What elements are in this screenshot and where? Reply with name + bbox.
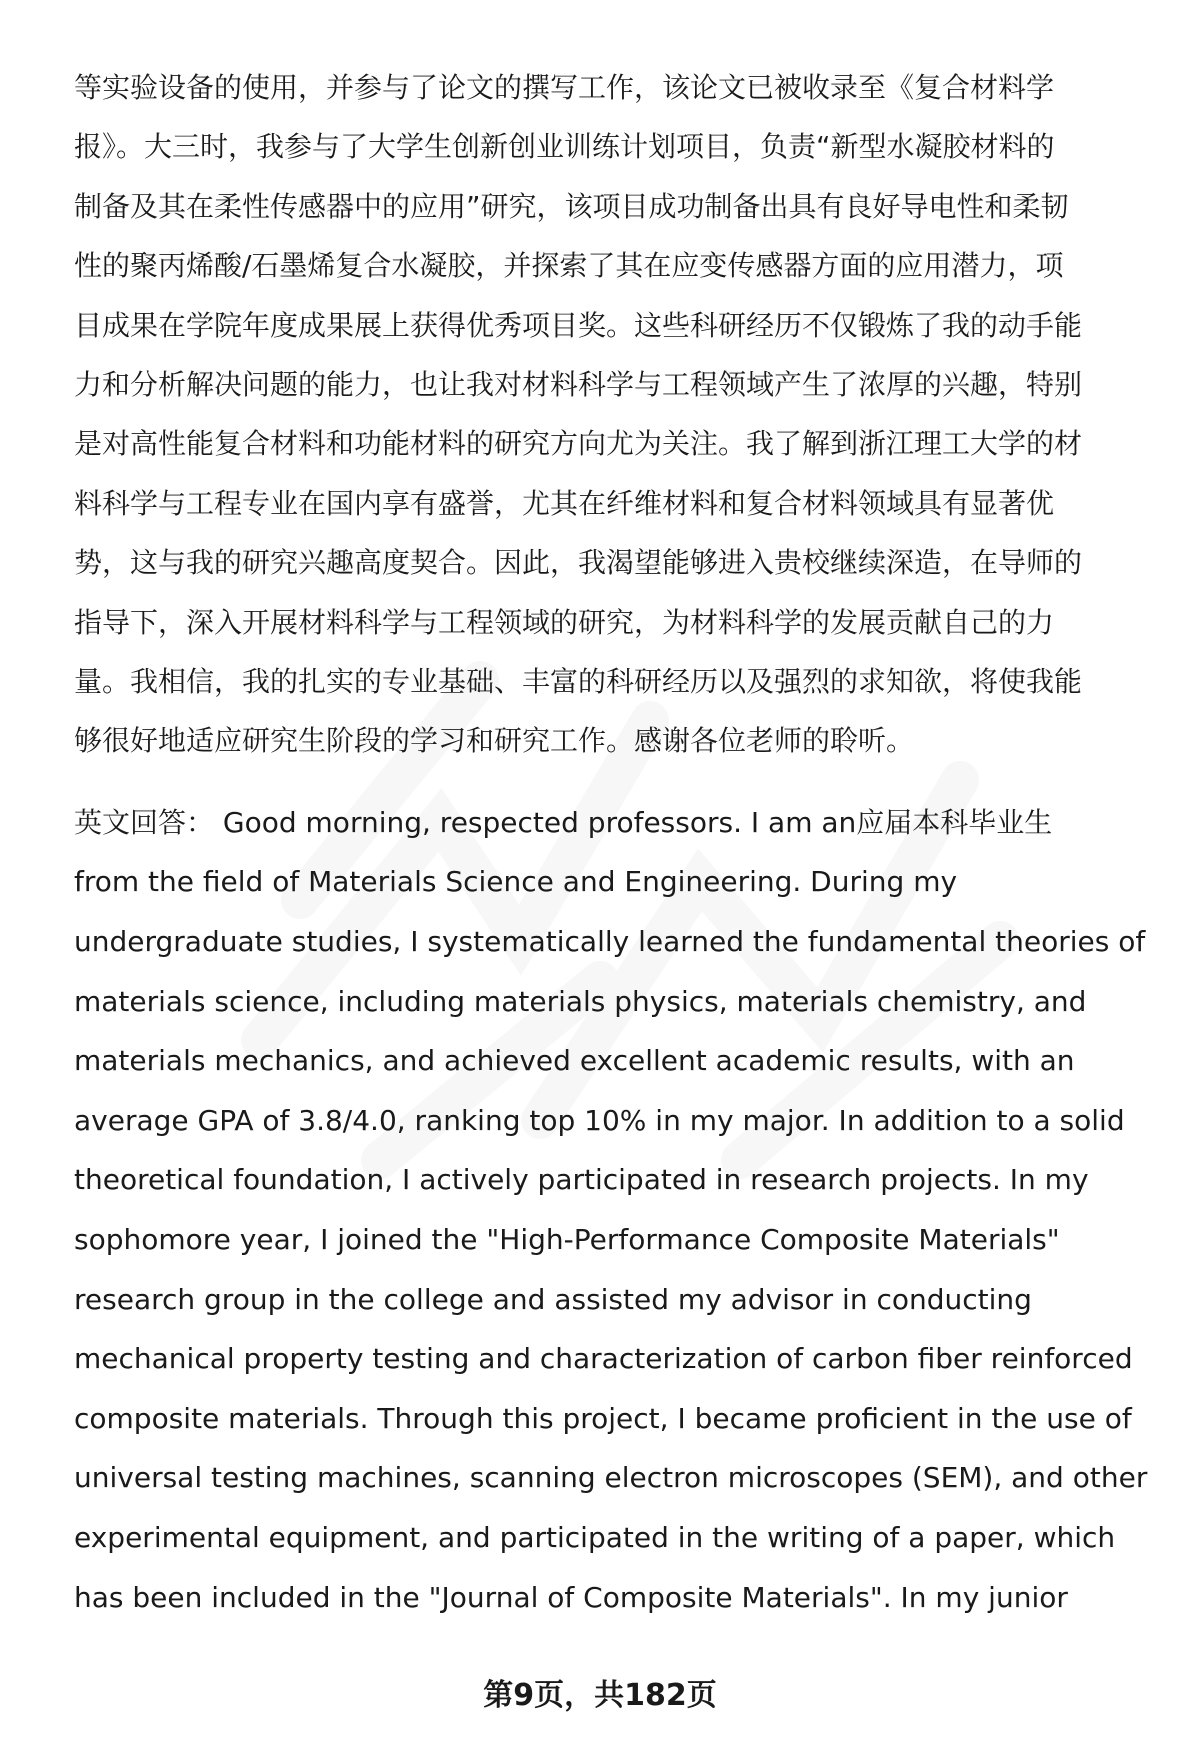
text-line: undergraduate studies, I systematically learned the fundamental theories of (74, 925, 1146, 959)
text-line: 制备及其在柔性传感器中的应用”研究，该项目成功制备出具有良好导电性和柔韧 (74, 189, 1069, 223)
text-line: 量。我相信，我的扎实的专业基础、丰富的科研经历以及强烈的求知欲，将使我能 (74, 665, 1083, 699)
text-line: 力和分析解决问题的能力，也让我对材料科学与工程领域产生了浓厚的兴趣，特别 (74, 368, 1083, 402)
text-line: 等实验设备的使用，并参与了论文的撰写工作，该论文已被收录至《复合材料学 (74, 71, 1055, 104)
text-line: 性的聚丙烯酸/石墨烯复合水凝胶，并探索了其在应变传感器方面的应用潜力，项 (74, 249, 1064, 283)
text-line: has been included in the "Journal of Composite Materials". In my junior (74, 1580, 1068, 1614)
text-line: 报》。大三时，我参与了大学生创新创业训练计划项目，负责“新型水凝胶材料的 (74, 130, 1055, 164)
document-body (74, 58, 1154, 1627)
english-answer-paragraph (74, 793, 1154, 1627)
text-line: 是对高性能复合材料和功能材料的研究方向尤为关注。我了解到浙江理工大学的材 (74, 427, 1083, 461)
text-line: materials science, including materials physics, materials chemistry, and (74, 984, 1087, 1018)
text-line: mechanical property testing and characterization of carbon fiber reinforced (74, 1342, 1133, 1376)
text-line: 够很好地适应研究生阶段的学习和研究工作。感谢各位老师的聆听。 (74, 724, 915, 758)
text-line: theoretical foundation, I actively participated in research projects. In my (74, 1163, 1089, 1197)
text-line: composite materials. Through this project, I became proficient in the use of (74, 1401, 1132, 1435)
text-line: 势，这与我的研究兴趣高度契合。因此，我渴望能够进入贵校继续深造，在导师的 (74, 546, 1083, 580)
text-line: 指导下，深入开展材料科学与工程领域的研究，为材料科学的发展贡献自己的力 (74, 605, 1055, 639)
text-line: 料科学与工程专业在国内享有盛誉，尤其在纤维材料和复合材料领域具有显著优 (74, 486, 1055, 520)
text-line: 英文回答： Good morning, respected professors. I am an应届本科毕业生 (74, 805, 1053, 839)
chinese-answer-paragraph (74, 58, 1154, 771)
text-line: average GPA of 3.8/4.0, ranking top 10% in my major. In addition to a solid (74, 1103, 1125, 1137)
text-line: experimental equipment, and participated in the writing of a paper, which (74, 1521, 1116, 1554)
text-line: sophomore year, I joined the "High-Performance Composite Materials" (74, 1223, 1060, 1257)
text-line: 目成果在学院年度成果展上获得优秀项目奖。这些科研经历不仅锻炼了我的动手能 (74, 308, 1083, 342)
page-number-footer: 第9页，共182页 (483, 1678, 717, 1713)
text-line: materials mechanics, and achieved excellent academic results, with an (74, 1044, 1075, 1078)
text-line: universal testing machines, scanning electron microscopes (SEM), and other (74, 1461, 1148, 1495)
text-line: research group in the college and assisted my advisor in conducting (74, 1282, 1032, 1316)
text-line: from the field of Materials Science and Engineering. During my (74, 865, 958, 899)
